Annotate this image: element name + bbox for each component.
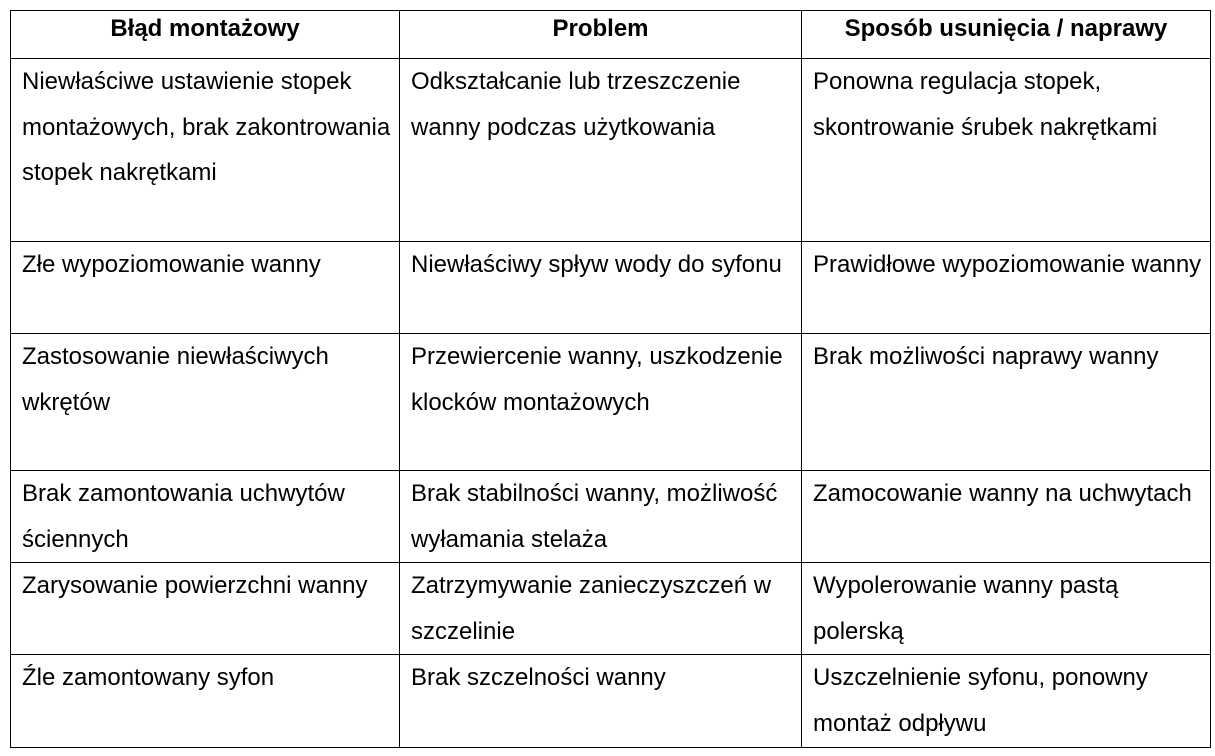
cell-text: Wypolerowanie wanny pastą polerską <box>813 572 1119 645</box>
cell-problem <box>400 242 802 334</box>
table-row <box>11 471 1211 563</box>
table-row <box>11 59 1211 242</box>
cell-text: Odkształcanie lub trzeszczenie wanny podczas użytkowania <box>411 68 741 141</box>
cell-error <box>11 59 400 242</box>
cell-text: Uszczelnienie syfonu, ponowny montaż odpływu <box>813 664 1148 737</box>
cell-text: Zastosowanie niewłaściwych wkrętów <box>22 343 329 416</box>
cell-fix <box>802 563 1211 655</box>
cell-text: Źle zamontowany syfon <box>22 664 275 691</box>
cell-error <box>11 334 400 471</box>
cell-text: Brak możliwości naprawy wanny <box>813 343 1159 370</box>
cell-fix <box>802 655 1211 748</box>
cell-error <box>11 563 400 655</box>
cell-error <box>11 471 400 563</box>
header-problem: Problem <box>400 11 802 59</box>
cell-text: Brak stabilności wanny, możliwość wyłamania stelaża <box>411 480 778 553</box>
cell-fix <box>802 59 1211 242</box>
cell-fix <box>802 242 1211 334</box>
cell-text: Prawidłowe wypoziomowanie wanny <box>813 251 1202 278</box>
installation-errors-table <box>10 10 1211 748</box>
cell-text: Zatrzymywanie zanieczyszczeń w szczelinie <box>411 572 772 645</box>
table-header-row <box>11 11 1211 59</box>
cell-text: Brak szczelności wanny <box>411 664 666 691</box>
cell-text: Złe wypoziomowanie wanny <box>22 251 321 278</box>
cell-text: Zamocowanie wanny na uchwytach <box>813 480 1192 507</box>
cell-text: Brak zamontowania uchwytów ściennych <box>22 480 345 553</box>
cell-text: Przewiercenie wanny, uszkodzenie klocków montażowych <box>411 343 783 416</box>
table-row <box>11 334 1211 471</box>
cell-fix <box>802 334 1211 471</box>
cell-text: Niewłaściwy spływ wody do syfonu <box>411 251 782 278</box>
table-row <box>11 242 1211 334</box>
table-row <box>11 563 1211 655</box>
cell-problem <box>400 655 802 748</box>
cell-fix <box>802 471 1211 563</box>
cell-error <box>11 242 400 334</box>
header-fix-method: Sposób usunięcia / naprawy <box>802 11 1211 59</box>
cell-error <box>11 655 400 748</box>
cell-problem <box>400 471 802 563</box>
cell-problem <box>400 563 802 655</box>
cell-text: Zarysowanie powierzchni wanny <box>22 572 368 599</box>
cell-text: Ponowna regulacja stopek, skontrowanie śrubek nakrętkami <box>813 68 1158 141</box>
cell-problem <box>400 334 802 471</box>
header-installation-error: Błąd montażowy <box>11 11 400 59</box>
table-row <box>11 655 1211 748</box>
cell-problem <box>400 59 802 242</box>
cell-text: Niewłaściwe ustawienie stopek montażowych, brak zakontrowania stopek nakrętkami <box>22 68 391 186</box>
